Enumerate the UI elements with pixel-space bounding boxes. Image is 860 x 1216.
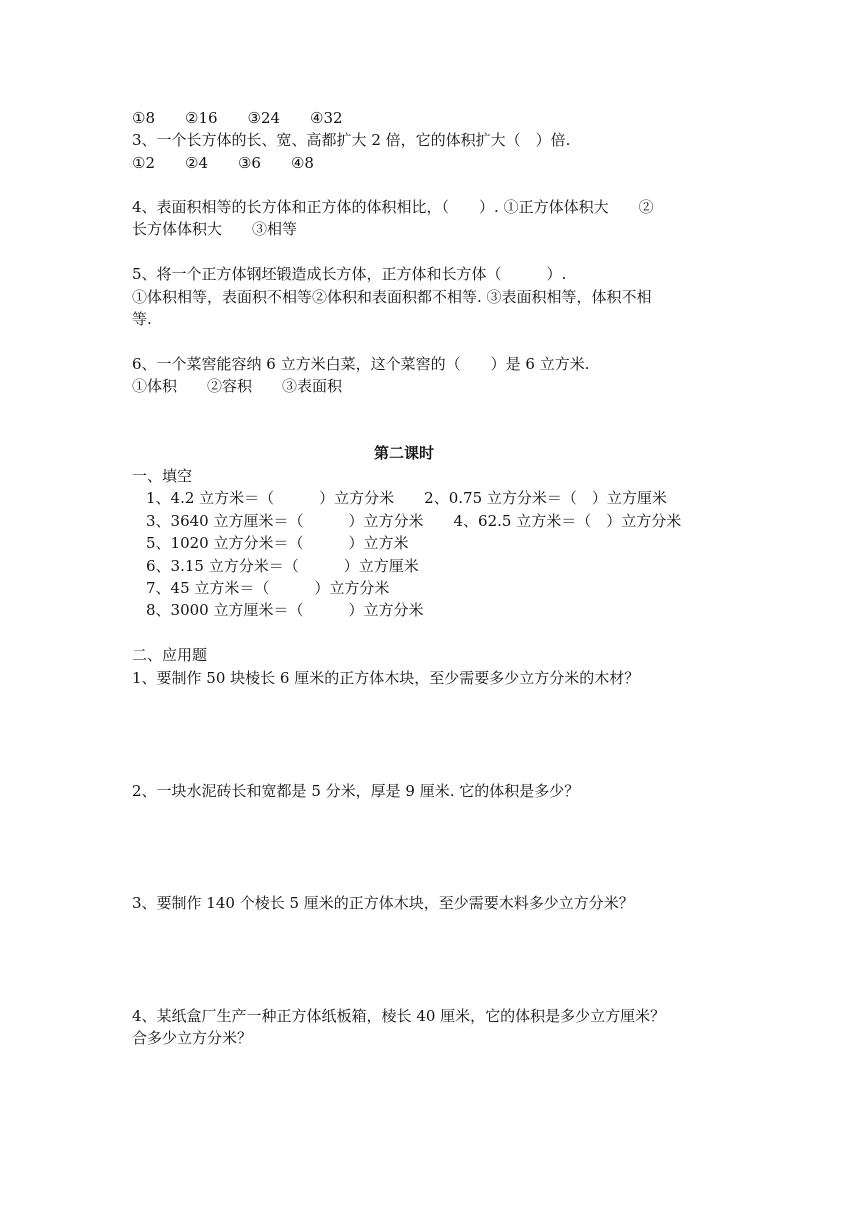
question-5-line3: 等. xyxy=(132,310,152,328)
q2-options: ①8 ②16 ③24 ④32 xyxy=(132,109,343,127)
section-fill-heading: 一、填空 xyxy=(132,467,193,485)
application-question-1: 1、要制作 50 块棱长 6 厘米的正方体木块，至少需要多少立方分米的木材？ xyxy=(132,669,640,687)
question-4-line1: 4、表面积相等的长方体和正方体的体积相比，（ ）. ①正方体体积大 ② xyxy=(132,198,654,216)
fill-item: 1、4.2 立方米＝（ ）立方分米 2、0.75 立方分米＝（ ）立方厘米 xyxy=(146,489,667,507)
section-application-heading: 二、应用题 xyxy=(132,646,208,664)
application-question-2: 2、一块水泥砖长和宽都是 5 分米，厚是 9 厘米. 它的体积是多少？ xyxy=(132,782,580,800)
application-question-4-line2: 合多少立方分米？ xyxy=(132,1029,253,1047)
lesson-title: 第二课时 xyxy=(374,444,435,462)
question-5-line2: ①体积相等，表面积不相等②体积和表面积都不相等. ③表面积相等，体积不相 xyxy=(132,288,652,306)
q6-options: ①体积 ②容积 ③表面积 xyxy=(132,377,343,395)
question-5-line1: 5、将一个正方体钢坯锻造成长方体，正方体和长方体（ ）. xyxy=(132,265,567,283)
fill-item: 3、3640 立方厘米＝（ ）立方分米 4、62.5 立方米＝（ ）立方分米 xyxy=(146,512,682,530)
fill-item: 8、3000 立方厘米＝（ ）立方分米 xyxy=(146,601,424,619)
application-question-4-line1: 4、某纸盒厂生产一种正方体纸板箱，棱长 40 厘米，它的体积是多少立方厘米？ xyxy=(132,1007,666,1025)
question-3: 3、一个长方体的长、宽、高都扩大 2 倍，它的体积扩大（ ）倍. xyxy=(132,131,571,149)
fill-item: 7、45 立方米＝（ ）立方分米 xyxy=(146,579,390,597)
application-question-3: 3、要制作 140 个棱长 5 厘米的正方体木块，至少需要木料多少立方分米？ xyxy=(132,894,634,912)
fill-item: 6、3.15 立方分米＝（ ）立方厘米 xyxy=(146,557,419,575)
question-6: 6、一个菜窖能容纳 6 立方米白菜，这个菜窖的（ ）是 6 立方米. xyxy=(132,355,590,373)
question-4-line2: 长方体体积大 ③相等 xyxy=(132,220,298,238)
q3-options: ①2 ②4 ③6 ④8 xyxy=(132,154,314,172)
fill-item: 5、1020 立方分米＝（ ）立方米 xyxy=(146,534,409,552)
